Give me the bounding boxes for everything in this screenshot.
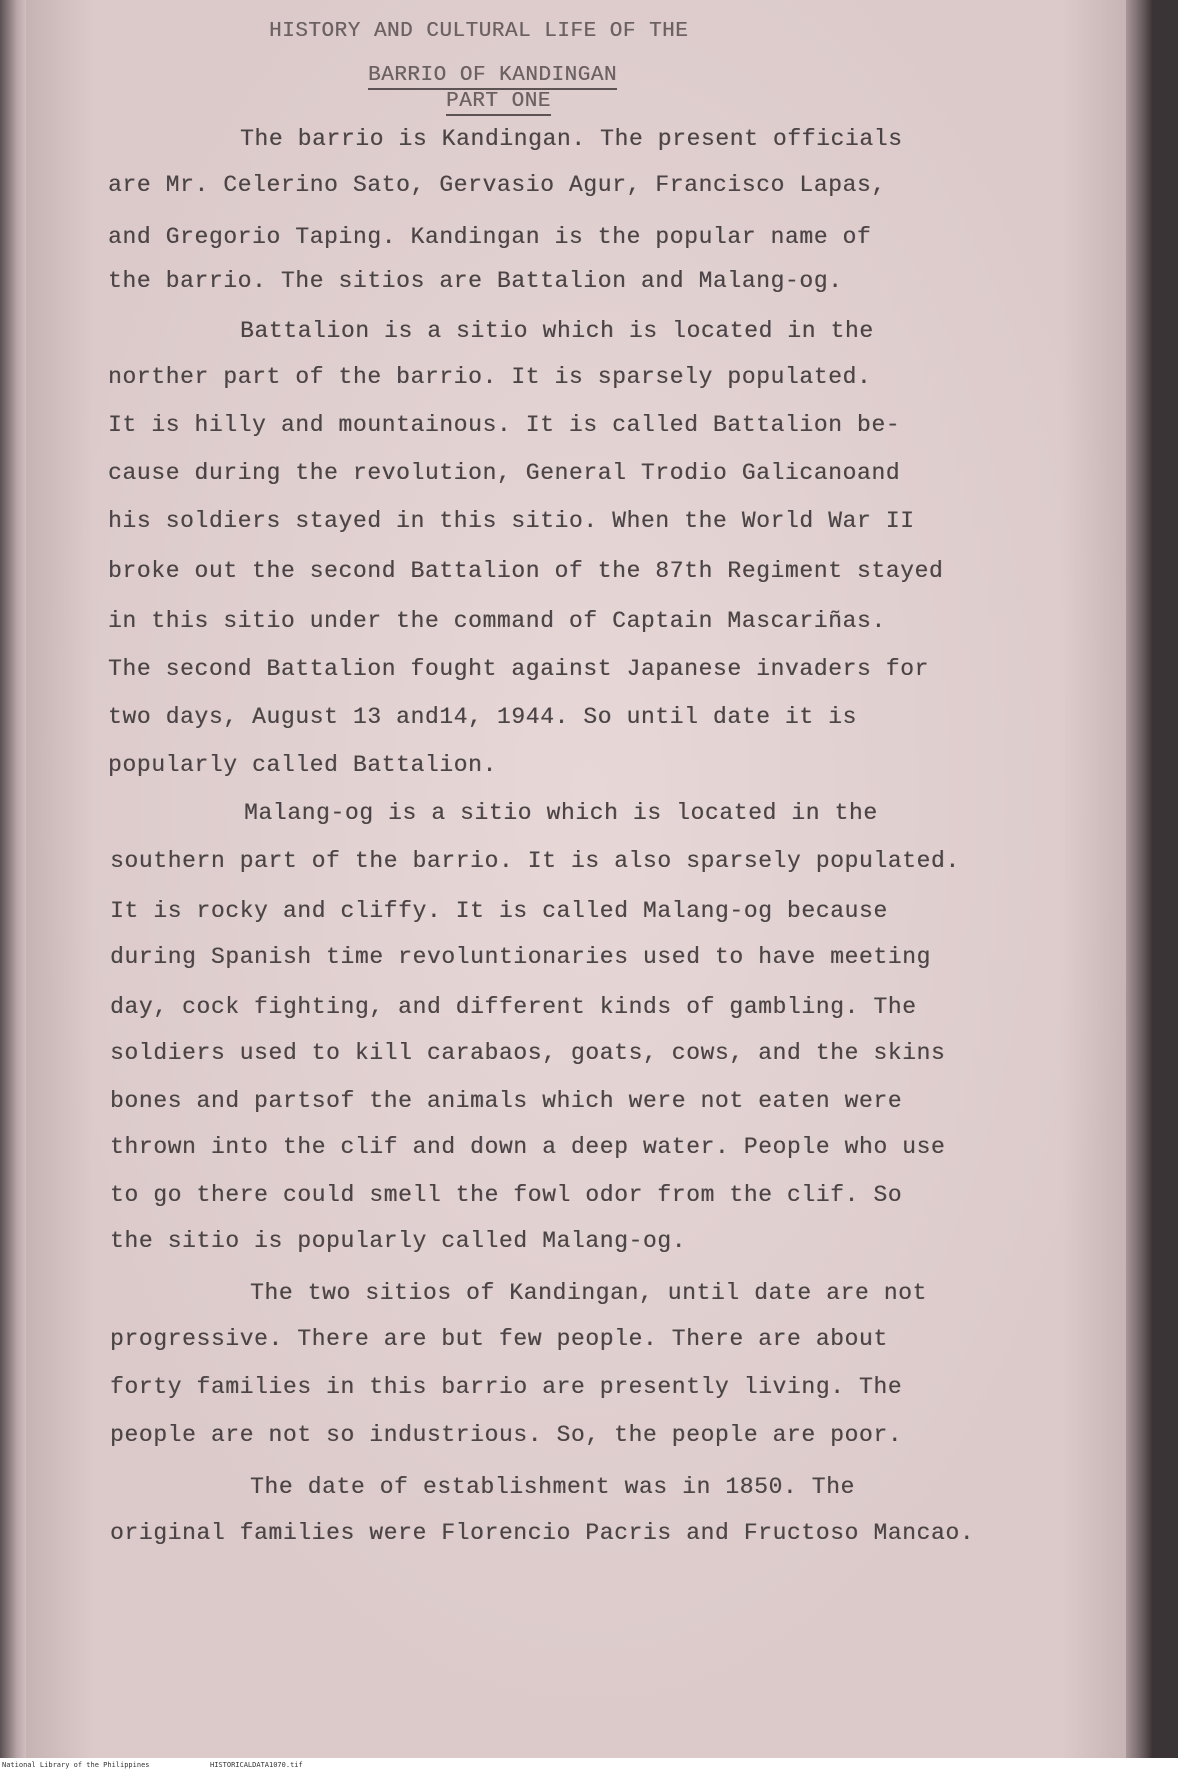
text-line-9: his soldiers stayed in this sitio. When the World War II (108, 508, 915, 534)
text-line-29: The date of establishment was in 1850. The (250, 1474, 855, 1500)
text-line-1: The barrio is Kandingan. The present officials (240, 126, 903, 152)
text-line-4: the barrio. The sitios are Battalion and Malang-og. (108, 268, 843, 294)
text-line-26: progressive. There are but few people. There are about (110, 1326, 888, 1352)
text-line-12: The second Battalion fought against Japanese invaders for (108, 656, 929, 682)
text-line-17: It is rocky and cliffy. It is called Malang-og because (110, 898, 888, 924)
text-line-22: thrown into the clif and down a deep water. People who use (110, 1134, 946, 1160)
archive-footer (0, 1758, 1178, 1772)
document-title-line-3: PART ONE (446, 90, 551, 116)
document-title-line-2: BARRIO OF KANDINGAN (368, 64, 617, 90)
text-line-25: The two sitios of Kandingan, until date are not (250, 1280, 927, 1306)
text-line-23: to go there could smell the fowl odor from the clif. So (110, 1182, 903, 1208)
text-line-24: the sitio is popularly called Malang-og. (110, 1228, 687, 1254)
text-line-6: norther part of the barrio. It is sparsely populated. (108, 364, 872, 390)
text-line-21: bones and partsof the animals which were not eaten were (110, 1088, 903, 1114)
text-line-2: are Mr. Celerino Sato, Gervasio Agur, Francisco Lapas, (108, 172, 886, 198)
document-page (26, 0, 1152, 1758)
text-line-3: and Gregorio Taping. Kandingan is the popular name of (108, 224, 872, 250)
footer-source-label: National Library of the Philippines (2, 1761, 150, 1769)
text-line-8: cause during the revolution, General Trodio Galicanoand (108, 460, 901, 486)
text-line-7: It is hilly and mountainous. It is called Battalion be- (108, 412, 901, 438)
text-line-15: Malang-og is a sitio which is located in the (244, 800, 878, 826)
text-line-13: two days, August 13 and14, 1944. So until date it is (108, 704, 857, 730)
page-edge-right (1126, 0, 1152, 1758)
text-line-11: in this sitio under the command of Captain Mascariñas. (108, 608, 886, 634)
text-line-16: southern part of the barrio. It is also sparsely populated. (110, 848, 960, 874)
text-line-5: Battalion is a sitio which is located in the (240, 318, 874, 344)
footer-filename: HISTORICALDATA1070.tif (210, 1761, 303, 1769)
text-line-20: soldiers used to kill carabaos, goats, cows, and the skins (110, 1040, 946, 1066)
text-line-28: people are not so industrious. So, the people are poor. (110, 1422, 903, 1448)
text-line-14: popularly called Battalion. (108, 752, 497, 778)
document-title-line-1: HISTORY AND CULTURAL LIFE OF THE (269, 20, 689, 43)
text-line-19: day, cock fighting, and different kinds of gambling. The (110, 994, 917, 1020)
book-binding-left (0, 0, 28, 1772)
text-line-10: broke out the second Battalion of the 87th Regiment stayed (108, 558, 944, 584)
text-line-27: forty families in this barrio are presently living. The (110, 1374, 903, 1400)
text-line-18: during Spanish time revoluntionaries used to have meeting (110, 944, 931, 970)
text-line-30: original families were Florencio Pacris and Fructoso Mancao. (110, 1520, 975, 1546)
